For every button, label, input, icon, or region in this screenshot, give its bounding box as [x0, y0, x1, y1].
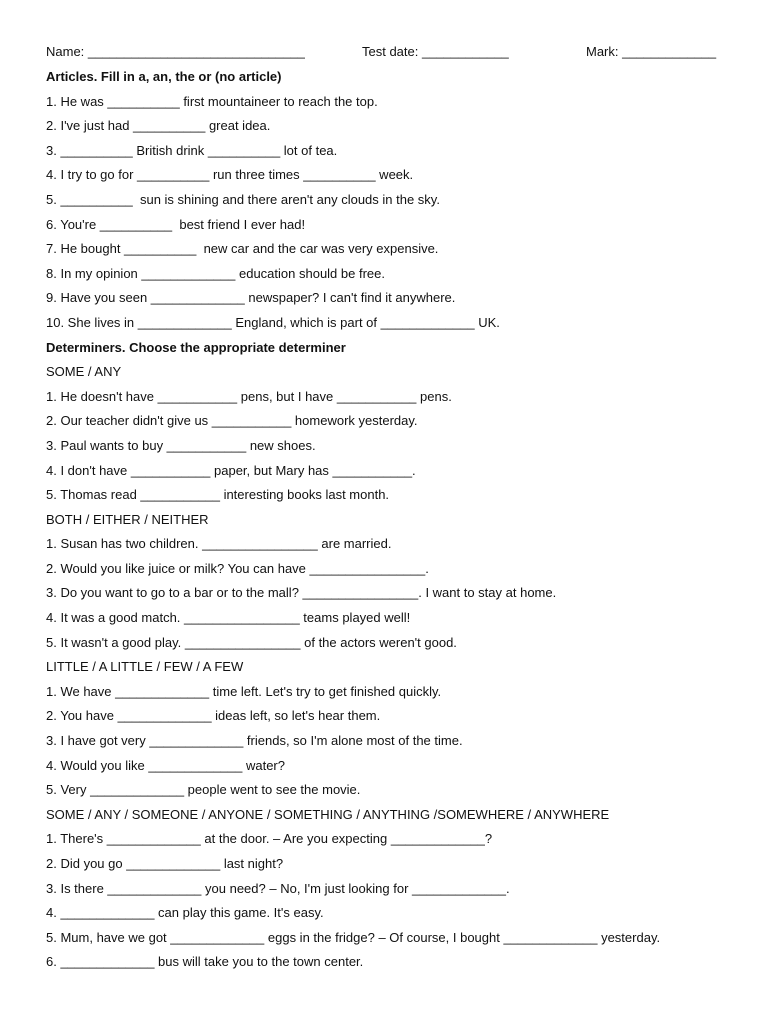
- exercise-item: 5. Thomas read ___________ interesting books last month.: [46, 487, 390, 503]
- exercise-item: 5. It wasn't a good play. ________________ of the actors weren't good.: [46, 634, 457, 650]
- exercise-item: 3. Do you want to go to a bar or to the mall? ________________. I want to stay at home.: [46, 585, 557, 601]
- exercise-item: 3. __________ British drink __________ lot of tea.: [46, 142, 338, 158]
- exercise-item: 4. It was a good match. ________________ teams played well!: [46, 610, 411, 626]
- exercise-item: 7. He bought __________ new car and the car was very expensive.: [46, 241, 439, 257]
- exercise-item: 6. _____________ bus will take you to the town center.: [46, 954, 364, 970]
- mark-field-label: Mark: _____________: [586, 44, 717, 59]
- exercise-item: 2. Would you like juice or milk? You can have ________________.: [46, 560, 429, 576]
- subsection-heading: LITTLE / A LITTLE / FEW / A FEW: [46, 659, 244, 675]
- exercise-item: 1. There's _____________ at the door. – Are you expecting _____________?: [46, 831, 493, 847]
- exercise-item: 3. I have got very _____________ friends, so I'm alone most of the time.: [46, 733, 463, 749]
- worksheet: [46, 44, 736, 975]
- exercise-item: 4. I don't have ___________ paper, but Mary has ___________.: [46, 462, 416, 478]
- exercise-item: 5. __________ sun is shining and there aren't any clouds in the sky.: [46, 191, 440, 207]
- exercise-item: 3. Paul wants to buy ___________ new shoes.: [46, 437, 316, 453]
- exercise-item: 5. Mum, have we got _____________ eggs in the fridge? – Of course, I bought _____________ yesterday.: [46, 929, 661, 945]
- exercise-item: 1. We have _____________ time left. Let's try to get finished quickly.: [46, 683, 442, 699]
- exercise-item: 2. You have _____________ ideas left, so let's hear them.: [46, 708, 381, 724]
- exercise-item: 5. Very _____________ people went to see the movie.: [46, 782, 361, 798]
- subsection-heading: SOME / ANY / SOMEONE / ANYONE / SOMETHING / ANYTHING /SOMEWHERE / ANYWHERE: [46, 806, 610, 822]
- exercise-item: 2. Did you go _____________ last night?: [46, 856, 284, 871]
- section-heading: Determiners. Choose the appropriate determiner: [46, 339, 346, 355]
- exercise-item: 1. He was __________ first mountaineer to reach the top.: [46, 93, 378, 109]
- exercise-item: 9. Have you seen _____________ newspaper? I can't find it anywhere.: [46, 290, 456, 306]
- test-date-field-label: Test date: ____________: [362, 44, 509, 59]
- subsection-heading: SOME / ANY: [46, 364, 122, 380]
- section-heading: Articles. Fill in a, an, the or (no article): [46, 69, 282, 84]
- exercise-item: 1. Susan has two children. ________________ are married.: [46, 536, 392, 552]
- exercise-item: 4. I try to go for __________ run three times __________ week.: [46, 167, 414, 183]
- exercise-item: 1. He doesn't have ___________ pens, but I have ___________ pens.: [46, 388, 452, 404]
- exercise-item: 2. Our teacher didn't give us ___________ homework yesterday.: [46, 413, 418, 429]
- exercise-item: 10. She lives in _____________ England, which is part of _____________ UK.: [46, 314, 500, 330]
- exercise-item: 3. Is there _____________ you need? – No, I'm just looking for _____________.: [46, 880, 510, 896]
- name-field-label: Name: ______________________________: [46, 44, 305, 59]
- exercise-item: 4. Would you like _____________ water?: [46, 757, 285, 773]
- worksheet-header: [46, 44, 736, 65]
- exercise-lines: [46, 65, 736, 975]
- subsection-heading: BOTH / EITHER / NEITHER: [46, 511, 209, 527]
- exercise-item: 6. You're __________ best friend I ever had!: [46, 216, 306, 232]
- exercise-item: 4. _____________ can play this game. It's easy.: [46, 905, 324, 921]
- exercise-item: 8. In my opinion _____________ education should be free.: [46, 265, 385, 281]
- exercise-item: 2. I've just had __________ great idea.: [46, 118, 271, 134]
